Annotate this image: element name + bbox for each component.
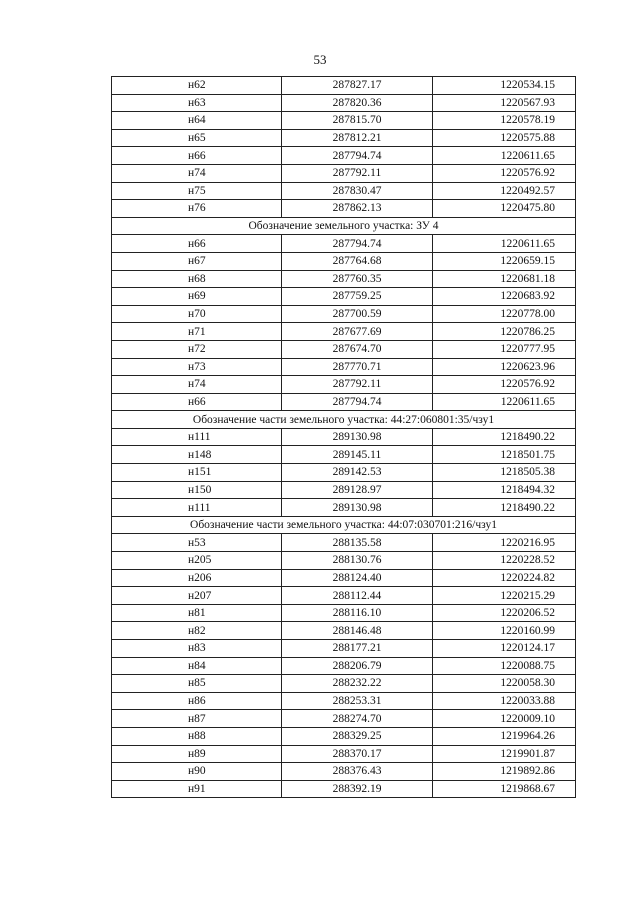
table-row xyxy=(112,358,576,376)
table-row xyxy=(112,640,576,658)
section-heading-row xyxy=(112,516,576,534)
table-row xyxy=(112,692,576,710)
table-row xyxy=(112,622,576,640)
point-name-cell: н62 xyxy=(112,77,282,95)
coordinates-table xyxy=(111,76,576,798)
y-coordinate-cell: 1220033.88 xyxy=(433,692,576,710)
y-coordinate-cell: 1220623.96 xyxy=(433,358,576,376)
x-coordinate-cell: 287770.71 xyxy=(282,358,433,376)
y-coordinate-cell: 1220206.52 xyxy=(433,604,576,622)
table-row xyxy=(112,587,576,605)
point-name-cell: н71 xyxy=(112,323,282,341)
point-name-cell: н86 xyxy=(112,692,282,710)
table-row xyxy=(112,376,576,394)
x-coordinate-cell: 288329.25 xyxy=(282,727,433,745)
point-name-cell: н205 xyxy=(112,552,282,570)
table-row xyxy=(112,780,576,798)
y-coordinate-cell: 1220681.18 xyxy=(433,270,576,288)
table-row xyxy=(112,534,576,552)
table-row xyxy=(112,323,576,341)
section-heading: Обозначение земельного участка: ЗУ 4 xyxy=(112,217,576,235)
y-coordinate-cell: 1220567.93 xyxy=(433,94,576,112)
point-name-cell: н91 xyxy=(112,780,282,798)
x-coordinate-cell: 287677.69 xyxy=(282,323,433,341)
y-coordinate-cell: 1219868.67 xyxy=(433,780,576,798)
y-coordinate-cell: 1220786.25 xyxy=(433,323,576,341)
table-row xyxy=(112,235,576,253)
x-coordinate-cell: 288232.22 xyxy=(282,675,433,693)
point-name-cell: н67 xyxy=(112,252,282,270)
point-name-cell: н148 xyxy=(112,446,282,464)
x-coordinate-cell: 289130.98 xyxy=(282,428,433,446)
table-row xyxy=(112,499,576,517)
x-coordinate-cell: 289142.53 xyxy=(282,464,433,482)
x-coordinate-cell: 287792.11 xyxy=(282,164,433,182)
x-coordinate-cell: 287830.47 xyxy=(282,182,433,200)
point-name-cell: н75 xyxy=(112,182,282,200)
point-name-cell: н65 xyxy=(112,129,282,147)
point-name-cell: н84 xyxy=(112,657,282,675)
table-row xyxy=(112,200,576,218)
x-coordinate-cell: 288253.31 xyxy=(282,692,433,710)
y-coordinate-cell: 1220228.52 xyxy=(433,552,576,570)
table-row xyxy=(112,464,576,482)
point-name-cell: н72 xyxy=(112,340,282,358)
table-row xyxy=(112,675,576,693)
point-name-cell: н82 xyxy=(112,622,282,640)
table-row xyxy=(112,745,576,763)
x-coordinate-cell: 287764.68 xyxy=(282,252,433,270)
x-coordinate-cell: 289145.11 xyxy=(282,446,433,464)
x-coordinate-cell: 287700.59 xyxy=(282,305,433,323)
y-coordinate-cell: 1220058.30 xyxy=(433,675,576,693)
x-coordinate-cell: 288392.19 xyxy=(282,780,433,798)
point-name-cell: н64 xyxy=(112,112,282,130)
y-coordinate-cell: 1220576.92 xyxy=(433,376,576,394)
x-coordinate-cell: 288112.44 xyxy=(282,587,433,605)
table-row xyxy=(112,129,576,147)
section-heading-row xyxy=(112,217,576,235)
y-coordinate-cell: 1218490.22 xyxy=(433,428,576,446)
x-coordinate-cell: 287827.17 xyxy=(282,77,433,95)
x-coordinate-cell: 288124.40 xyxy=(282,569,433,587)
y-coordinate-cell: 1220578.19 xyxy=(433,112,576,130)
y-coordinate-cell: 1220683.92 xyxy=(433,288,576,306)
table-row xyxy=(112,270,576,288)
point-name-cell: н76 xyxy=(112,200,282,218)
y-coordinate-cell: 1218494.32 xyxy=(433,481,576,499)
x-coordinate-cell: 288130.76 xyxy=(282,552,433,570)
point-name-cell: н53 xyxy=(112,534,282,552)
section-heading: Обозначение части земельного участка: 44:07:030701:216/чзу1 xyxy=(112,516,576,534)
point-name-cell: н111 xyxy=(112,499,282,517)
y-coordinate-cell: 1220475.80 xyxy=(433,200,576,218)
table-row xyxy=(112,288,576,306)
x-coordinate-cell: 287674.70 xyxy=(282,340,433,358)
x-coordinate-cell: 289130.98 xyxy=(282,499,433,517)
y-coordinate-cell: 1220534.15 xyxy=(433,77,576,95)
y-coordinate-cell: 1219901.87 xyxy=(433,745,576,763)
table-row xyxy=(112,604,576,622)
x-coordinate-cell: 287760.35 xyxy=(282,270,433,288)
x-coordinate-cell: 287759.25 xyxy=(282,288,433,306)
table-row xyxy=(112,112,576,130)
table-row xyxy=(112,77,576,95)
table-row xyxy=(112,446,576,464)
table-row xyxy=(112,252,576,270)
x-coordinate-cell: 287862.13 xyxy=(282,200,433,218)
point-name-cell: н73 xyxy=(112,358,282,376)
y-coordinate-cell: 1220777.95 xyxy=(433,340,576,358)
section-heading: Обозначение части земельного участка: 44:27:060801:35/чзу1 xyxy=(112,411,576,429)
y-coordinate-cell: 1219964.26 xyxy=(433,727,576,745)
y-coordinate-cell: 1220659.15 xyxy=(433,252,576,270)
point-name-cell: н111 xyxy=(112,428,282,446)
table-row xyxy=(112,657,576,675)
table-row xyxy=(112,763,576,781)
table-row xyxy=(112,305,576,323)
point-name-cell: н206 xyxy=(112,569,282,587)
point-name-cell: н70 xyxy=(112,305,282,323)
y-coordinate-cell: 1220611.65 xyxy=(433,235,576,253)
x-coordinate-cell: 288135.58 xyxy=(282,534,433,552)
point-name-cell: н66 xyxy=(112,147,282,165)
y-coordinate-cell: 1220492.57 xyxy=(433,182,576,200)
y-coordinate-cell: 1218505.38 xyxy=(433,464,576,482)
table-row xyxy=(112,94,576,112)
table-row xyxy=(112,393,576,411)
y-coordinate-cell: 1220215.29 xyxy=(433,587,576,605)
section-heading-row xyxy=(112,411,576,429)
x-coordinate-cell: 288177.21 xyxy=(282,640,433,658)
x-coordinate-cell: 288370.17 xyxy=(282,745,433,763)
point-name-cell: н83 xyxy=(112,640,282,658)
y-coordinate-cell: 1220611.65 xyxy=(433,393,576,411)
y-coordinate-cell: 1220778.00 xyxy=(433,305,576,323)
table-row xyxy=(112,481,576,499)
point-name-cell: н68 xyxy=(112,270,282,288)
point-name-cell: н150 xyxy=(112,481,282,499)
x-coordinate-cell: 289128.97 xyxy=(282,481,433,499)
point-name-cell: н74 xyxy=(112,376,282,394)
table-row xyxy=(112,182,576,200)
x-coordinate-cell: 288274.70 xyxy=(282,710,433,728)
x-coordinate-cell: 288146.48 xyxy=(282,622,433,640)
x-coordinate-cell: 287794.74 xyxy=(282,393,433,411)
point-name-cell: н74 xyxy=(112,164,282,182)
x-coordinate-cell: 287792.11 xyxy=(282,376,433,394)
point-name-cell: н66 xyxy=(112,235,282,253)
point-name-cell: н90 xyxy=(112,763,282,781)
y-coordinate-cell: 1220124.17 xyxy=(433,640,576,658)
table-row xyxy=(112,340,576,358)
y-coordinate-cell: 1220160.99 xyxy=(433,622,576,640)
table-row xyxy=(112,710,576,728)
point-name-cell: н85 xyxy=(112,675,282,693)
table-row xyxy=(112,147,576,165)
point-name-cell: н66 xyxy=(112,393,282,411)
point-name-cell: н81 xyxy=(112,604,282,622)
x-coordinate-cell: 288206.79 xyxy=(282,657,433,675)
x-coordinate-cell: 288116.10 xyxy=(282,604,433,622)
x-coordinate-cell: 288376.43 xyxy=(282,763,433,781)
x-coordinate-cell: 287794.74 xyxy=(282,235,433,253)
point-name-cell: н88 xyxy=(112,727,282,745)
table-row xyxy=(112,164,576,182)
table-row xyxy=(112,569,576,587)
y-coordinate-cell: 1220575.88 xyxy=(433,129,576,147)
page-number: 53 xyxy=(313,52,327,67)
y-coordinate-cell: 1220224.82 xyxy=(433,569,576,587)
x-coordinate-cell: 287812.21 xyxy=(282,129,433,147)
y-coordinate-cell: 1220088.75 xyxy=(433,657,576,675)
point-name-cell: н69 xyxy=(112,288,282,306)
point-name-cell: н87 xyxy=(112,710,282,728)
y-coordinate-cell: 1220216.95 xyxy=(433,534,576,552)
table-row xyxy=(112,727,576,745)
y-coordinate-cell: 1220611.65 xyxy=(433,147,576,165)
point-name-cell: н207 xyxy=(112,587,282,605)
y-coordinate-cell: 1218501.75 xyxy=(433,446,576,464)
x-coordinate-cell: 287820.36 xyxy=(282,94,433,112)
y-coordinate-cell: 1218490.22 xyxy=(433,499,576,517)
y-coordinate-cell: 1220009.10 xyxy=(433,710,576,728)
x-coordinate-cell: 287815.70 xyxy=(282,112,433,130)
point-name-cell: н151 xyxy=(112,464,282,482)
y-coordinate-cell: 1220576.92 xyxy=(433,164,576,182)
table-row xyxy=(112,552,576,570)
table-row xyxy=(112,428,576,446)
x-coordinate-cell: 287794.74 xyxy=(282,147,433,165)
point-name-cell: н89 xyxy=(112,745,282,763)
point-name-cell: н63 xyxy=(112,94,282,112)
y-coordinate-cell: 1219892.86 xyxy=(433,763,576,781)
